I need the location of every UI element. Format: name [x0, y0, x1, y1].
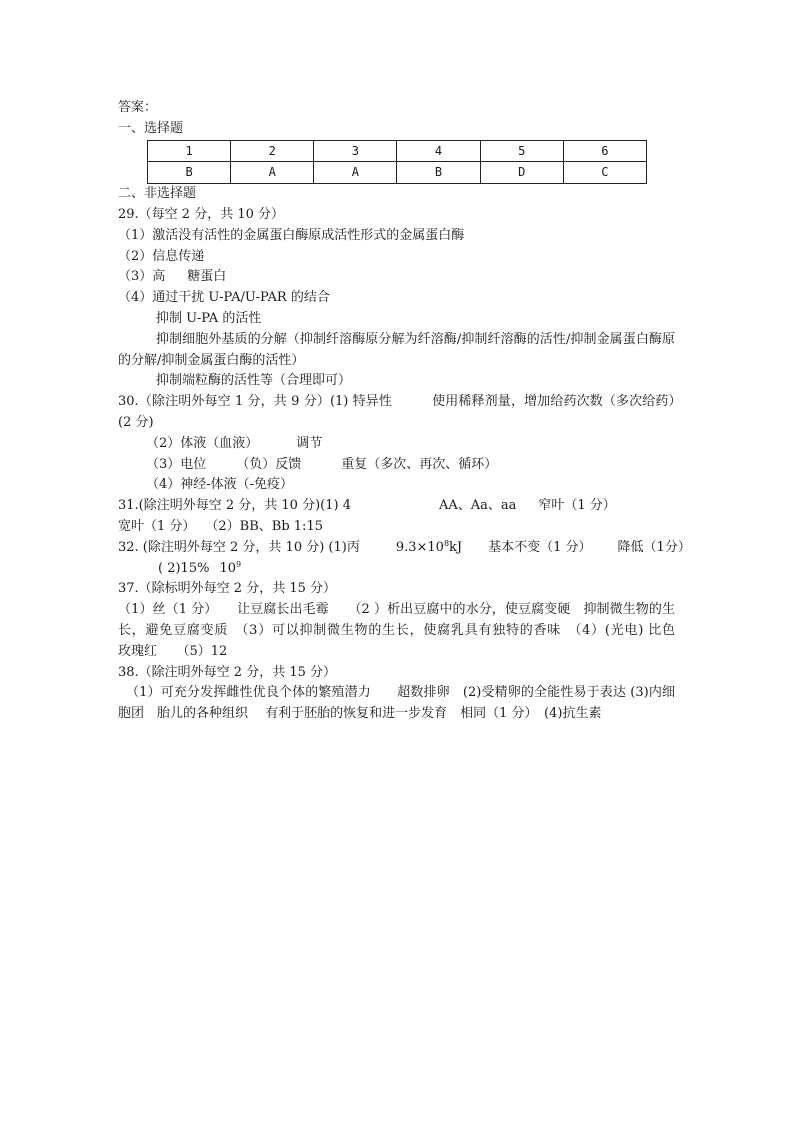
answer-document — [118, 98, 702, 725]
choice-answer: B — [148, 162, 231, 184]
q30-answer-4: （4）神经-体液（-免疫） — [146, 477, 294, 493]
table-row — [148, 162, 647, 184]
q32-answer-b: 基本不变（1 分） — [488, 539, 592, 555]
answer-heading: 答案： — [118, 100, 158, 115]
q38-body: （1）可充分发挥雌性优良个体的繁殖潜力 超数排卵 (2)受精卵的全能性易于表达 (3)内细胞团 胎儿的各种组织 有利于胚胎的恢复和进一步发育 相同（1 分） (4)抗生素 — [118, 685, 675, 722]
q30-answer-2a: （2）体液（血液） — [146, 435, 259, 451]
q32-answer-c: 降低（1分） — [617, 539, 691, 555]
q30-answer-2 — [118, 434, 675, 455]
q32-answer-d: ( 2)15% — [158, 560, 210, 576]
q30-heading-b: 使用稀释剂量，增加给药次数（多次给药）(2 分) — [118, 394, 675, 430]
q29-answer-4: （4）通过干扰 U-PA/U-PAR 的结合 — [118, 290, 330, 306]
q32-energy: $9.3\times 10^8kJ$ — [395, 538, 463, 555]
q29-answer-3b: 糖蛋白 — [187, 269, 227, 285]
q30-answer-3 — [118, 455, 675, 476]
q29-answer-1: （1）激活没有活性的金属蛋白酶原成活性形式的金属蛋白酶 — [118, 227, 465, 243]
q29-answer-4b: 抑制 U-PA 的活性 — [156, 310, 262, 326]
q38-heading: 38.（除注明外每空 2 分，共 15 分） — [118, 664, 337, 680]
q29-answer-4c: 抑制细胞外基质的分解（抑制纤溶酶原分解为纤溶酶/抑制纤溶酶的活性/抑制金属蛋白酶原的分解/抑制金属蛋白酶的活性） — [118, 331, 675, 368]
choice-answer-table — [147, 140, 647, 185]
table-row — [148, 140, 647, 162]
question-number: 1 — [148, 140, 231, 162]
q32-answer-e: $10^9$ — [219, 559, 242, 576]
section1-title: 一、选择题 — [118, 120, 184, 136]
choice-answer: A — [314, 162, 397, 184]
q32-line-1 — [118, 538, 691, 559]
choice-answer: D — [480, 162, 563, 184]
question-number: 2 — [231, 140, 314, 162]
q29-answer-3a: （3）高 — [118, 269, 166, 285]
q31-genotypes: AA、Aa、aa — [438, 498, 517, 514]
question-number: 3 — [314, 140, 397, 162]
q31-line-1 — [118, 496, 675, 517]
q32-heading: 32. (除注明外每空 2 分，共 10 分) (1)丙 — [118, 539, 360, 555]
q29-answer-2: （2）信息传递 — [118, 248, 205, 264]
q31-wide-leaf: 宽叶（1 分） — [118, 518, 196, 534]
q30-heading-a: 30.（除注明外每空 1 分，共 9 分）(1) 特异性 — [118, 394, 393, 410]
question-number: 5 — [480, 140, 563, 162]
q30-answer-3b: （负）反馈 — [236, 456, 302, 472]
q31-narrow-leaf: 窄叶（1 分） — [538, 498, 616, 514]
q31-line-2 — [118, 517, 675, 538]
q31-answer-2: （2）BB、Bb 1:15 — [205, 518, 323, 534]
question-number: 6 — [563, 140, 646, 162]
q37-heading: 37.（除标明外每空 2 分，共 15 分） — [118, 581, 337, 597]
q37-body: （1）丝（1 分） 让豆腐长出毛霉 （2 ）析出豆腐中的水分，使豆腐变硬 抑制微生物的生长，避免豆腐变质 （3）可以抑制微生物的生长，使腐乳具有独特的香味 （4）(光电) 比色 玫瑰红 （5）12 — [118, 602, 702, 659]
q29-answer-3 — [118, 267, 675, 288]
question-number: 4 — [397, 140, 480, 162]
choice-answer: A — [231, 162, 314, 184]
q30-answer-3a: （3）电位 — [146, 456, 207, 472]
q29-heading: 29.（每空 2 分，共 10 分） — [118, 206, 285, 222]
q31-heading: 31.(除注明外每空 2 分，共 10 分)(1) 4 — [118, 498, 351, 514]
q29-answer-4d: 抑制端粒酶的活性等（合理即可） — [156, 373, 352, 389]
section2-title: 二、非选择题 — [118, 186, 197, 202]
choice-answer: B — [397, 162, 480, 184]
choice-answer: C — [563, 162, 646, 184]
q30-answer-2b: 调节 — [296, 435, 323, 451]
q30-heading — [118, 392, 675, 434]
q32-line-2 — [118, 559, 675, 580]
q30-answer-3c: 重复（多次、再次、循环） — [341, 456, 498, 472]
